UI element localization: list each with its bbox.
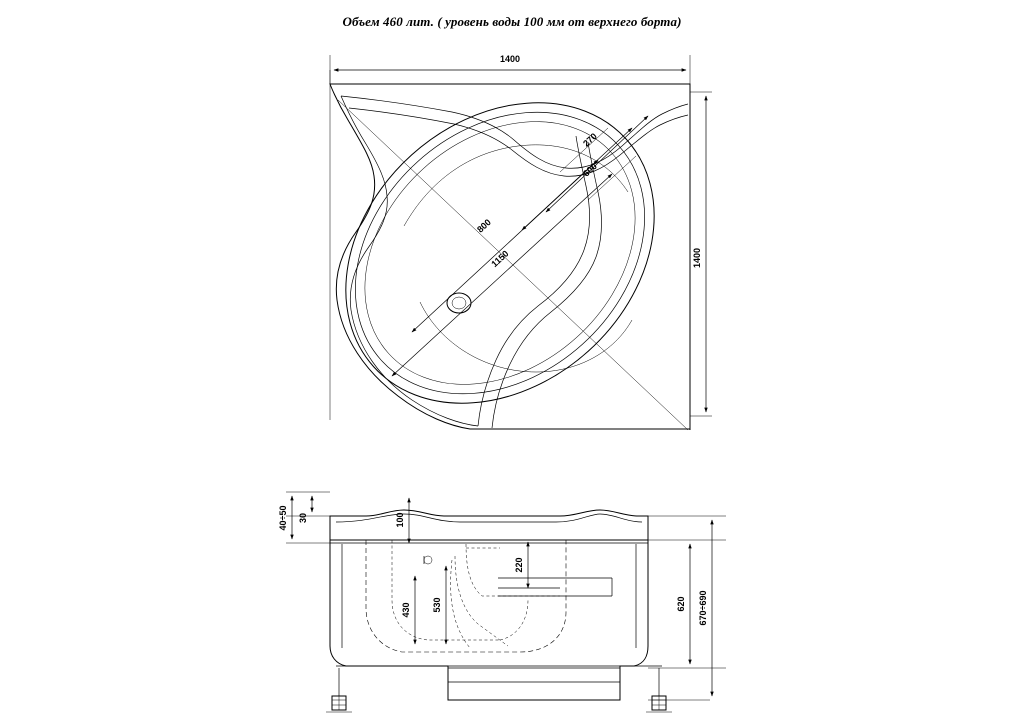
dim-tub-height <box>676 544 690 664</box>
dim-label-rim-thickness: 40÷50 <box>278 505 288 531</box>
dim-rim-height <box>298 496 312 523</box>
dim-water-level <box>395 498 409 543</box>
dim-label-rim-height: 30 <box>298 512 308 524</box>
dim-label-seat-height: 220 <box>514 557 524 573</box>
dim-bowl-major <box>392 174 612 376</box>
dim-total-height <box>698 520 712 696</box>
dim-label-inner-upper: 600 <box>581 161 599 179</box>
dim-bowl-depth-a <box>401 576 415 644</box>
support-foot-left <box>326 696 352 712</box>
dim-rim-thickness <box>278 496 292 539</box>
dim-label-bowl-depth-a: 430 <box>401 602 411 618</box>
dim-bowl-depth-b <box>432 566 446 644</box>
dim-label-total-height: 670÷690 <box>698 590 708 626</box>
dim-top-width <box>334 54 686 70</box>
dim-right-depth <box>692 96 706 412</box>
dim-label-bowl-depth-b: 530 <box>432 597 442 613</box>
support-foot-right <box>646 696 672 712</box>
dim-label-bowl-major: 1150 <box>489 248 511 270</box>
dim-seat-height <box>514 542 528 588</box>
front-section-view-group <box>278 492 726 712</box>
dim-label-tub-height: 620 <box>676 596 686 612</box>
dim-label-bowl-minor: 800 <box>475 217 493 235</box>
dim-rim-offset <box>546 116 648 212</box>
top-view-group <box>285 41 714 465</box>
dim-label-top-width: 1400 <box>499 54 521 64</box>
dim-label-right-depth: 1400 <box>692 247 702 269</box>
dim-label-water-level: 100 <box>395 512 405 528</box>
page-title: Объем 460 лит. ( уровень воды 100 мм от верхнего борта) <box>342 14 682 29</box>
dim-label-rim-offset: 270 <box>581 131 599 149</box>
